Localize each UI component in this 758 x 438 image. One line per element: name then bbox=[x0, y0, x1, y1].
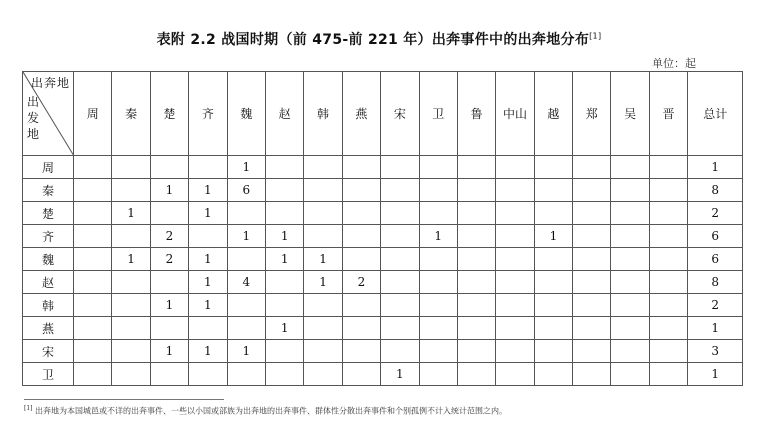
table-cell bbox=[496, 363, 534, 386]
table-cell bbox=[649, 294, 687, 317]
table-cell bbox=[227, 248, 265, 271]
table-cell bbox=[304, 179, 342, 202]
table-cell bbox=[112, 340, 150, 363]
table-cell bbox=[534, 248, 572, 271]
table-cell bbox=[573, 294, 611, 317]
table-cell: 1 bbox=[265, 225, 303, 248]
table-cell bbox=[496, 317, 534, 340]
table-cell bbox=[496, 340, 534, 363]
table-cell bbox=[227, 317, 265, 340]
table-cell bbox=[611, 363, 649, 386]
row-label: 燕 bbox=[23, 317, 74, 340]
table-cell bbox=[534, 363, 572, 386]
table-cell bbox=[573, 225, 611, 248]
column-header: 郑 bbox=[573, 72, 611, 156]
table-cell bbox=[74, 179, 112, 202]
table-cell bbox=[265, 363, 303, 386]
column-header: 周 bbox=[74, 72, 112, 156]
table-cell bbox=[112, 179, 150, 202]
table-cell bbox=[419, 294, 457, 317]
table-cell bbox=[573, 156, 611, 179]
table-cell bbox=[534, 271, 572, 294]
table-cell bbox=[419, 248, 457, 271]
table-row bbox=[23, 225, 743, 248]
row-total-cell: 3 bbox=[688, 340, 743, 363]
row-total-cell: 8 bbox=[688, 179, 743, 202]
table-cell bbox=[381, 294, 419, 317]
footnote bbox=[24, 405, 507, 417]
footnote-mark: [1] bbox=[24, 405, 33, 412]
column-header: 鲁 bbox=[457, 72, 495, 156]
table-cell: 1 bbox=[189, 179, 227, 202]
table-cell bbox=[534, 179, 572, 202]
table-cell bbox=[649, 271, 687, 294]
column-header: 宋 bbox=[381, 72, 419, 156]
table-cell: 1 bbox=[189, 248, 227, 271]
row-label: 秦 bbox=[23, 179, 74, 202]
table-cell bbox=[419, 271, 457, 294]
table-cell bbox=[649, 340, 687, 363]
corner-top-label: 出奔地 bbox=[30, 76, 70, 90]
table-cell bbox=[534, 340, 572, 363]
table-cell bbox=[304, 340, 342, 363]
table-row bbox=[23, 317, 743, 340]
table-cell bbox=[189, 317, 227, 340]
column-header: 齐 bbox=[189, 72, 227, 156]
column-header: 燕 bbox=[342, 72, 380, 156]
table-cell bbox=[611, 225, 649, 248]
row-total-cell: 2 bbox=[688, 202, 743, 225]
table-cell bbox=[649, 225, 687, 248]
table-cell bbox=[304, 225, 342, 248]
column-header: 晋 bbox=[649, 72, 687, 156]
column-header: 越 bbox=[534, 72, 572, 156]
table-cell bbox=[74, 294, 112, 317]
table-cell bbox=[112, 225, 150, 248]
table-cell bbox=[419, 156, 457, 179]
table-cell: 1 bbox=[189, 202, 227, 225]
table-cell bbox=[496, 271, 534, 294]
table-cell bbox=[534, 294, 572, 317]
table-cell bbox=[381, 271, 419, 294]
table-cell bbox=[342, 294, 380, 317]
table-row bbox=[23, 179, 743, 202]
table-cell bbox=[112, 156, 150, 179]
row-total-cell: 1 bbox=[688, 363, 743, 386]
table-cell bbox=[265, 156, 303, 179]
table-cell: 6 bbox=[227, 179, 265, 202]
table-cell bbox=[611, 271, 649, 294]
column-header: 卫 bbox=[419, 72, 457, 156]
table-cell bbox=[457, 317, 495, 340]
table-cell bbox=[304, 202, 342, 225]
table-cell bbox=[112, 317, 150, 340]
table-cell bbox=[304, 294, 342, 317]
table-cell bbox=[534, 317, 572, 340]
row-total-cell: 8 bbox=[688, 271, 743, 294]
table-cell bbox=[649, 363, 687, 386]
column-header: 楚 bbox=[150, 72, 188, 156]
table-cell bbox=[457, 363, 495, 386]
table-cell bbox=[342, 248, 380, 271]
table-cell bbox=[419, 363, 457, 386]
row-label: 齐 bbox=[23, 225, 74, 248]
table-cell bbox=[342, 202, 380, 225]
table-cell bbox=[457, 340, 495, 363]
table-cell bbox=[227, 294, 265, 317]
table-cell bbox=[74, 202, 112, 225]
column-header: 秦 bbox=[112, 72, 150, 156]
table-cell bbox=[342, 317, 380, 340]
table-cell bbox=[74, 317, 112, 340]
table-cell bbox=[265, 340, 303, 363]
column-header: 总计 bbox=[688, 72, 743, 156]
table-cell bbox=[611, 179, 649, 202]
table-cell: 1 bbox=[189, 340, 227, 363]
table-cell bbox=[342, 340, 380, 363]
distribution-table bbox=[22, 71, 743, 386]
table-cell bbox=[457, 271, 495, 294]
table-cell bbox=[573, 363, 611, 386]
table-cell bbox=[496, 156, 534, 179]
table-cell bbox=[74, 363, 112, 386]
table-cell: 1 bbox=[534, 225, 572, 248]
table-cell bbox=[611, 156, 649, 179]
table-cell bbox=[304, 363, 342, 386]
table-cell bbox=[649, 317, 687, 340]
table-cell bbox=[342, 225, 380, 248]
table-cell bbox=[74, 271, 112, 294]
table-cell bbox=[573, 248, 611, 271]
header-row bbox=[23, 72, 743, 156]
table-cell bbox=[227, 202, 265, 225]
table-cell bbox=[457, 225, 495, 248]
row-label: 楚 bbox=[23, 202, 74, 225]
table-cell bbox=[381, 225, 419, 248]
table-cell bbox=[304, 317, 342, 340]
table-cell bbox=[74, 248, 112, 271]
table-cell bbox=[74, 340, 112, 363]
table-cell bbox=[265, 271, 303, 294]
table-cell bbox=[611, 248, 649, 271]
table-row bbox=[23, 156, 743, 179]
table-cell bbox=[649, 202, 687, 225]
table-cell: 1 bbox=[227, 156, 265, 179]
table-cell bbox=[611, 317, 649, 340]
table-cell bbox=[150, 202, 188, 225]
column-header: 吴 bbox=[611, 72, 649, 156]
table-cell bbox=[496, 179, 534, 202]
table-cell bbox=[573, 317, 611, 340]
table-cell bbox=[457, 248, 495, 271]
table-cell bbox=[342, 156, 380, 179]
table-cell: 2 bbox=[342, 271, 380, 294]
column-header: 赵 bbox=[265, 72, 303, 156]
row-label: 周 bbox=[23, 156, 74, 179]
table-cell: 1 bbox=[304, 271, 342, 294]
table-cell: 1 bbox=[419, 225, 457, 248]
table-cell bbox=[419, 340, 457, 363]
title-note-mark: [1] bbox=[589, 31, 602, 41]
table-cell bbox=[342, 179, 380, 202]
row-label: 魏 bbox=[23, 248, 74, 271]
table-cell bbox=[150, 317, 188, 340]
row-total-cell: 6 bbox=[688, 248, 743, 271]
corner-cell bbox=[23, 72, 74, 156]
table-cell bbox=[573, 271, 611, 294]
table-cell bbox=[381, 317, 419, 340]
table-cell bbox=[611, 202, 649, 225]
row-label: 赵 bbox=[23, 271, 74, 294]
table-cell bbox=[265, 179, 303, 202]
table-cell bbox=[611, 340, 649, 363]
table-cell bbox=[419, 317, 457, 340]
table-cell: 1 bbox=[381, 363, 419, 386]
table-cell bbox=[112, 363, 150, 386]
table-cell bbox=[573, 179, 611, 202]
table-row bbox=[23, 248, 743, 271]
table-row bbox=[23, 271, 743, 294]
table-cell bbox=[112, 294, 150, 317]
table-cell bbox=[419, 179, 457, 202]
row-label: 卫 bbox=[23, 363, 74, 386]
row-total-cell: 2 bbox=[688, 294, 743, 317]
table-cell bbox=[189, 363, 227, 386]
table-cell bbox=[381, 202, 419, 225]
table-cell bbox=[457, 179, 495, 202]
table-cell: 1 bbox=[112, 202, 150, 225]
table-cell bbox=[227, 363, 265, 386]
table-cell bbox=[419, 202, 457, 225]
table-cell: 1 bbox=[150, 340, 188, 363]
table-cell bbox=[496, 225, 534, 248]
corner-left-label: 出发地 bbox=[27, 95, 40, 141]
table-cell bbox=[457, 202, 495, 225]
row-label: 宋 bbox=[23, 340, 74, 363]
table-cell bbox=[573, 202, 611, 225]
table-cell bbox=[496, 294, 534, 317]
table-cell bbox=[304, 156, 342, 179]
table-cell bbox=[150, 271, 188, 294]
table-cell bbox=[649, 156, 687, 179]
table-cell: 1 bbox=[265, 317, 303, 340]
table-cell bbox=[265, 202, 303, 225]
table-cell: 1 bbox=[265, 248, 303, 271]
table-cell bbox=[150, 156, 188, 179]
row-total-cell: 6 bbox=[688, 225, 743, 248]
table-cell bbox=[342, 363, 380, 386]
table-cell bbox=[573, 340, 611, 363]
column-header: 韩 bbox=[304, 72, 342, 156]
table-cell: 1 bbox=[150, 294, 188, 317]
unit-label: 单位：起 bbox=[652, 57, 696, 70]
row-label: 韩 bbox=[23, 294, 74, 317]
table-cell bbox=[457, 156, 495, 179]
column-header: 魏 bbox=[227, 72, 265, 156]
table-cell: 1 bbox=[227, 225, 265, 248]
table-cell bbox=[649, 179, 687, 202]
footnote-text: 出奔地为本国城邑或不详的出奔事件、一些以小国或部族为出奔地的出奔事件、群体性分散出奔事件和个别孤例不计入统计范围之内。 bbox=[35, 406, 508, 416]
table-row bbox=[23, 202, 743, 225]
table-cell: 2 bbox=[150, 248, 188, 271]
table-title bbox=[0, 29, 758, 49]
table-cell bbox=[189, 225, 227, 248]
table-cell bbox=[496, 202, 534, 225]
table-row bbox=[23, 294, 743, 317]
table-cell bbox=[381, 179, 419, 202]
table-cell bbox=[74, 156, 112, 179]
row-total-cell: 1 bbox=[688, 156, 743, 179]
table-title-text: 表附 2.2 战国时期（前 475-前 221 年）出奔事件中的出奔地分布 bbox=[156, 32, 590, 48]
table-cell bbox=[534, 202, 572, 225]
table-row bbox=[23, 363, 743, 386]
table-cell bbox=[112, 271, 150, 294]
table-cell bbox=[457, 294, 495, 317]
table-cell: 1 bbox=[150, 179, 188, 202]
table-cell: 4 bbox=[227, 271, 265, 294]
table-cell bbox=[265, 294, 303, 317]
table-cell: 1 bbox=[189, 271, 227, 294]
column-header: 中山 bbox=[496, 72, 534, 156]
table-cell: 1 bbox=[227, 340, 265, 363]
table-cell: 1 bbox=[189, 294, 227, 317]
table-cell: 1 bbox=[112, 248, 150, 271]
table-cell bbox=[496, 248, 534, 271]
table-cell: 2 bbox=[150, 225, 188, 248]
table-cell bbox=[381, 340, 419, 363]
table-cell bbox=[611, 294, 649, 317]
table-cell bbox=[649, 248, 687, 271]
table-cell bbox=[189, 156, 227, 179]
table-row bbox=[23, 340, 743, 363]
table-cell bbox=[74, 225, 112, 248]
table-cell bbox=[150, 363, 188, 386]
table-cell bbox=[381, 248, 419, 271]
table-cell: 1 bbox=[304, 248, 342, 271]
row-total-cell: 1 bbox=[688, 317, 743, 340]
table-cell bbox=[381, 156, 419, 179]
table-cell bbox=[534, 156, 572, 179]
footnote-rule bbox=[24, 399, 224, 400]
